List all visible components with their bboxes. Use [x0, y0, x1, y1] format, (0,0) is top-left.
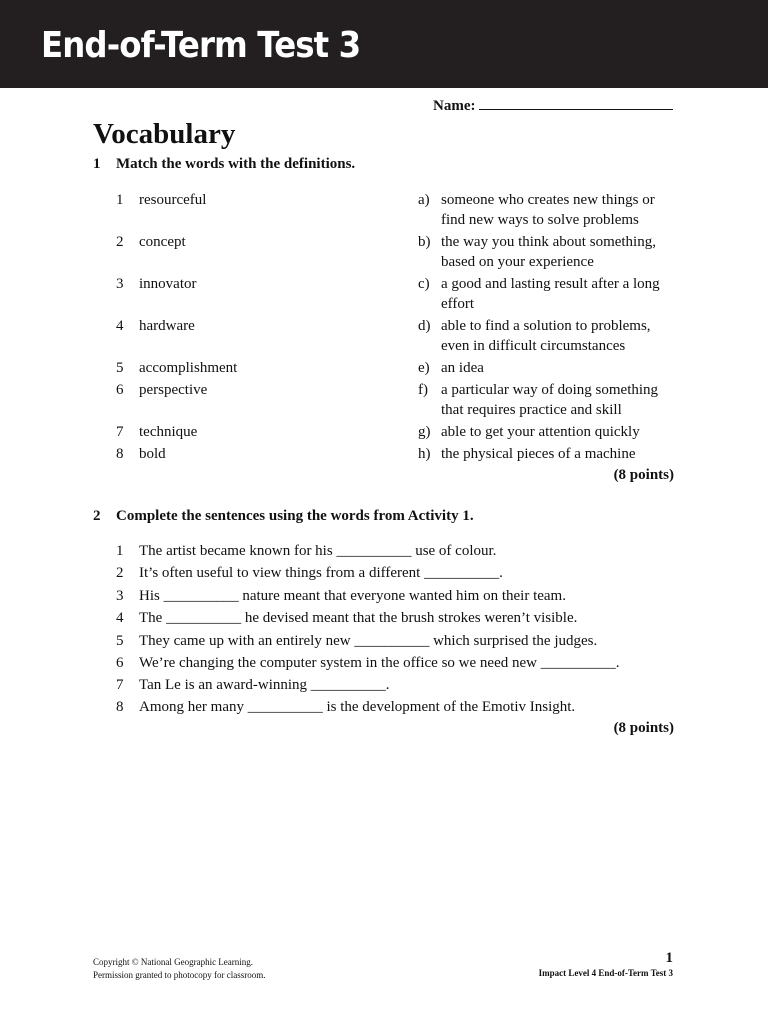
sentence-number: 3 — [116, 588, 124, 604]
definition-text: the way you think about something, based on your experience — [441, 234, 656, 270]
definition-text: able to find a solution to problems, even in difficult circumstances — [441, 318, 651, 354]
definition-letter: e) — [418, 360, 430, 376]
footer-copyright — [93, 956, 265, 982]
sentence-text: The artist became known for his __________ use of colour. — [139, 543, 497, 559]
activity1-number: 1 — [93, 156, 101, 172]
word-number: 3 — [116, 276, 124, 292]
definition-letter: g) — [418, 424, 431, 440]
word-number: 8 — [116, 446, 124, 462]
sentence-number: 8 — [116, 699, 124, 715]
word-text: hardware — [139, 318, 195, 334]
sentence-number: 5 — [116, 633, 124, 649]
footer-test-label: Impact Level 4 End-of-Term Test 3 — [538, 968, 673, 978]
definition-text: able to get your attention quickly — [441, 424, 640, 440]
word-number: 4 — [116, 318, 124, 334]
header-banner — [0, 0, 768, 88]
name-field — [433, 97, 673, 115]
word-number: 6 — [116, 382, 124, 398]
definition-letter: d) — [418, 318, 431, 334]
sentence-text: They came up with an entirely new __________ which surprised the judges. — [139, 633, 598, 649]
permission-text: Permission granted to photocopy for classroom. — [93, 970, 266, 980]
name-label: Name: — [433, 98, 476, 114]
activity1-points: (8 points) — [613, 467, 674, 483]
sentence-number: 4 — [116, 610, 124, 626]
word-text: resourceful — [139, 192, 207, 208]
definition-letter: h) — [418, 446, 431, 462]
sentence-number: 1 — [116, 543, 124, 559]
sentence-text: Among her many __________ is the development of the Emotiv Insight. — [139, 699, 576, 715]
section-title: Vocabulary — [93, 118, 236, 150]
definition-text: the physical pieces of a machine — [441, 446, 636, 462]
page-number: 1 — [665, 950, 673, 966]
sentence-text: Tan Le is an award-winning __________. — [139, 677, 390, 693]
sentence-text: The __________ he devised meant that the brush strokes weren’t visible. — [139, 610, 578, 626]
definition-letter: f) — [418, 382, 428, 398]
sentence-number: 6 — [116, 655, 124, 671]
sentence-number: 2 — [116, 565, 124, 581]
copyright-text: Copyright © National Geographic Learning. — [93, 957, 254, 967]
word-text: perspective — [139, 382, 208, 398]
word-text: innovator — [139, 276, 197, 292]
activity2-instruction-text: Complete the sentences using the words from Activity 1. — [116, 508, 474, 524]
word-text: technique — [139, 424, 198, 440]
activity2-points: (8 points) — [613, 720, 674, 736]
definition-text: an idea — [441, 360, 484, 376]
name-blank-line — [479, 97, 673, 110]
activity1-instruction-text: Match the words with the definitions. — [116, 156, 356, 172]
sentence-text: It’s often useful to view things from a different __________. — [139, 565, 503, 581]
word-text: bold — [139, 446, 166, 462]
word-number: 2 — [116, 234, 124, 250]
word-text: accomplishment — [139, 360, 238, 376]
word-number: 7 — [116, 424, 124, 440]
activity2-number: 2 — [93, 508, 101, 524]
definition-text: a good and lasting result after a long effort — [441, 276, 660, 312]
definition-letter: a) — [418, 192, 430, 208]
sentence-number: 7 — [116, 677, 124, 693]
page-title: End-of-Term Test 3 — [41, 25, 361, 66]
word-number: 5 — [116, 360, 124, 376]
sentence-text: We’re changing the computer system in the office so we need new __________. — [139, 655, 620, 671]
definition-text: someone who creates new things or find new ways to solve problems — [441, 192, 655, 228]
definition-letter: c) — [418, 276, 430, 292]
word-number: 1 — [116, 192, 124, 208]
definition-text: a particular way of doing something that requires practice and skill — [441, 382, 659, 418]
word-text: concept — [139, 234, 186, 250]
definition-letter: b) — [418, 234, 431, 250]
sentence-text: His __________ nature meant that everyone wanted him on their team. — [139, 588, 566, 604]
